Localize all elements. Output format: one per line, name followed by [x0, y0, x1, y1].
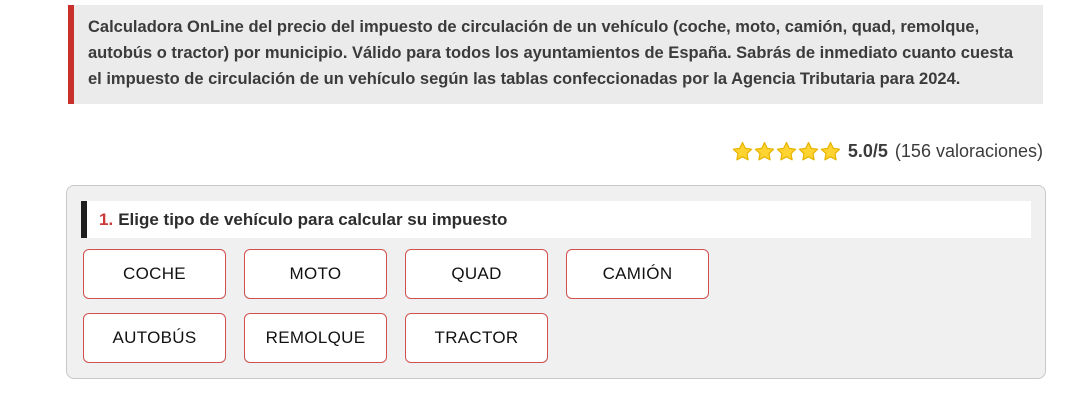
vehicle-button-camion[interactable]: CAMIÓN — [566, 249, 709, 299]
star-icon[interactable] — [732, 141, 753, 162]
star-icon[interactable] — [754, 141, 775, 162]
intro-text-box — [68, 5, 1043, 104]
step-1-heading — [81, 201, 1031, 238]
rating-row — [732, 141, 1043, 162]
star-icon[interactable] — [776, 141, 797, 162]
star-icon[interactable] — [820, 141, 841, 162]
rating-count: (156 valoraciones) — [894, 141, 1043, 161]
vehicle-button-moto[interactable]: MOTO — [244, 249, 387, 299]
step-title: Elige tipo de vehículo para calcular su impuesto — [118, 210, 508, 229]
star-icon[interactable] — [798, 141, 819, 162]
vehicle-button-remolque[interactable]: REMOLQUE — [244, 313, 387, 363]
star-rating[interactable] — [732, 141, 841, 162]
rating-score: 5.0/5 — [847, 141, 888, 161]
vehicle-button-quad[interactable]: QUAD — [405, 249, 548, 299]
step-number: 1. — [99, 210, 114, 229]
step-1-panel — [66, 185, 1046, 379]
vehicle-buttons — [83, 249, 1031, 363]
vehicle-button-autobus[interactable]: AUTOBÚS — [83, 313, 226, 363]
vehicle-button-tractor[interactable]: TRACTOR — [405, 313, 548, 363]
vehicle-button-coche[interactable]: COCHE — [83, 249, 226, 299]
intro-text: Calculadora OnLine del precio del impuesto de circulación de un vehículo (coche, moto, camión, quad, remolque, autobús o tractor) por municipio. Válido para todos los ayuntamientos de España. Sabrás de inmediato cuanto cuesta el impuesto de circulación de un vehículo según las tablas confeccionadas por la Agencia Tributaria para 2024. — [88, 18, 1014, 88]
